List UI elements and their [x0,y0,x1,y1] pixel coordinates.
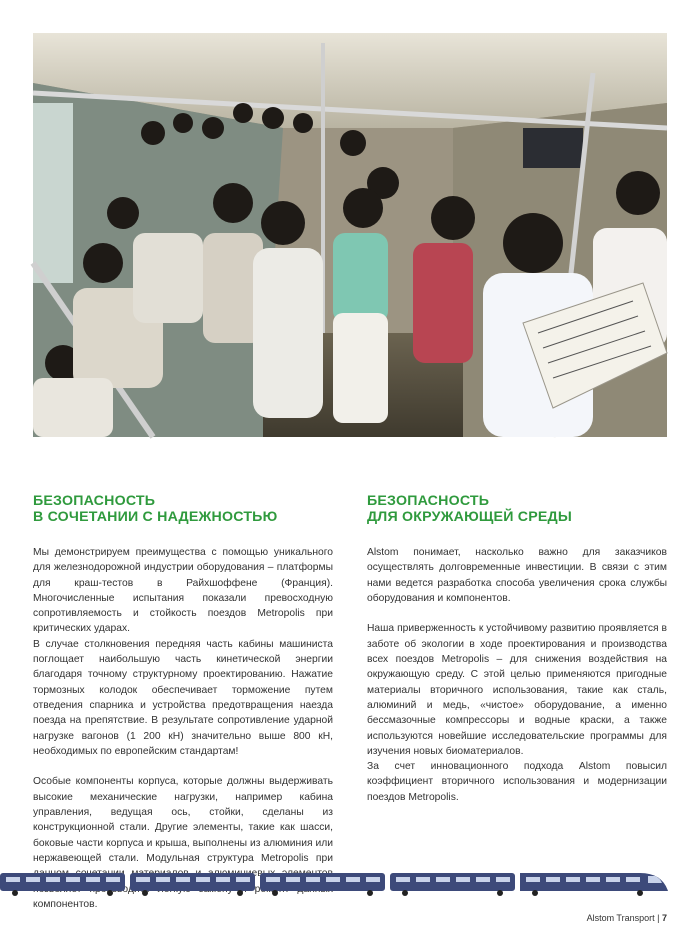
right-heading-line2: ДЛЯ ОКРУЖАЮЩЕЙ СРЕДЫ [367,508,572,525]
footer-brand: Alstom Transport [586,913,655,923]
right-paragraph-2: Наша приверженность к устойчивому развитию проявляется в заботе об экологии в ходе проектирования и производства всех поездов Metropolis – для снижения воздействия на окружающую среду. С этой целью применяются пригодные материалы вторичного использования, такие как сталь, алюминий и медь, «чистое» оборудование, а именно бессмазочные компрессоры и водные краски, а также используются новейшие исследовательские программы для изучения новых биоматериалов. [367,623,667,757]
train-graphic [0,868,700,898]
page-footer [587,913,667,923]
right-paragraph-3: За счет инновационного подхода Alstom повысил коэффициент вторичного использования и модернизации поездов Metropolis. [367,761,667,803]
metro-interior-illustration [33,33,667,437]
right-column [367,494,667,805]
right-heading [367,494,667,525]
right-paragraph-1: Alstom понимает, насколько важно для заказчиков осуществлять долговременные инвестиции. В связи с этим нами ведется разработка способа увеличения срока службы оборудования и компонентов. [367,547,667,604]
left-heading [33,494,333,525]
photo-caption: Metropolis в Шанхае (Китай) [78,457,185,466]
metro-photo [33,33,667,466]
left-heading-line2: В СОЧЕТАНИИ С НАДЕЖНОСТЬЮ [33,508,278,525]
left-heading-line1: БЕЗОПАСНОСТЬ [33,493,156,509]
train-illustration [0,868,700,898]
left-paragraph-1: Мы демонстрируем преимущества с помощью уникального для железнодорожной индустрии оборудования – платформы для краш-тестов в Райхшоффене (Франция). Многочисленные испытания показали превосходную сопротивляемость и стойкость поездов Metropolis при критических ударах. [33,547,333,635]
left-paragraph-2: В случае столкновения передняя часть кабины машиниста поглощает наибольшую часть кинетической энергии благодаря точному структурному проектированию. Нажатие тормозных колодок обеспечивает торможение путем отведения спарника и устройства предотвращения наезда поезда на препятствие. В результате сопротивление ударной нагрузке вагонов (1 200 кН) значительно выше 800 кН, необходимых по европейским стандартам! [33,638,333,757]
right-heading-line1: БЕЗОПАСНОСТЬ [367,493,490,509]
footer-separator: | [657,913,660,923]
left-paragraph-3: Особые компоненты корпуса, которые должны выдерживать высокие механические нагрузки, например кабина управления, ведущая ось, стойки, сделаны из конструкционной стали. Другие элементы, такие как шасси, боковые части корпуса и крыша, выполнены из алюминия или нержавеющей стали. Модульная структура Metropolis при компонентов. [33,776,333,910]
left-column [33,494,333,912]
page-number: 7 [661,913,667,923]
